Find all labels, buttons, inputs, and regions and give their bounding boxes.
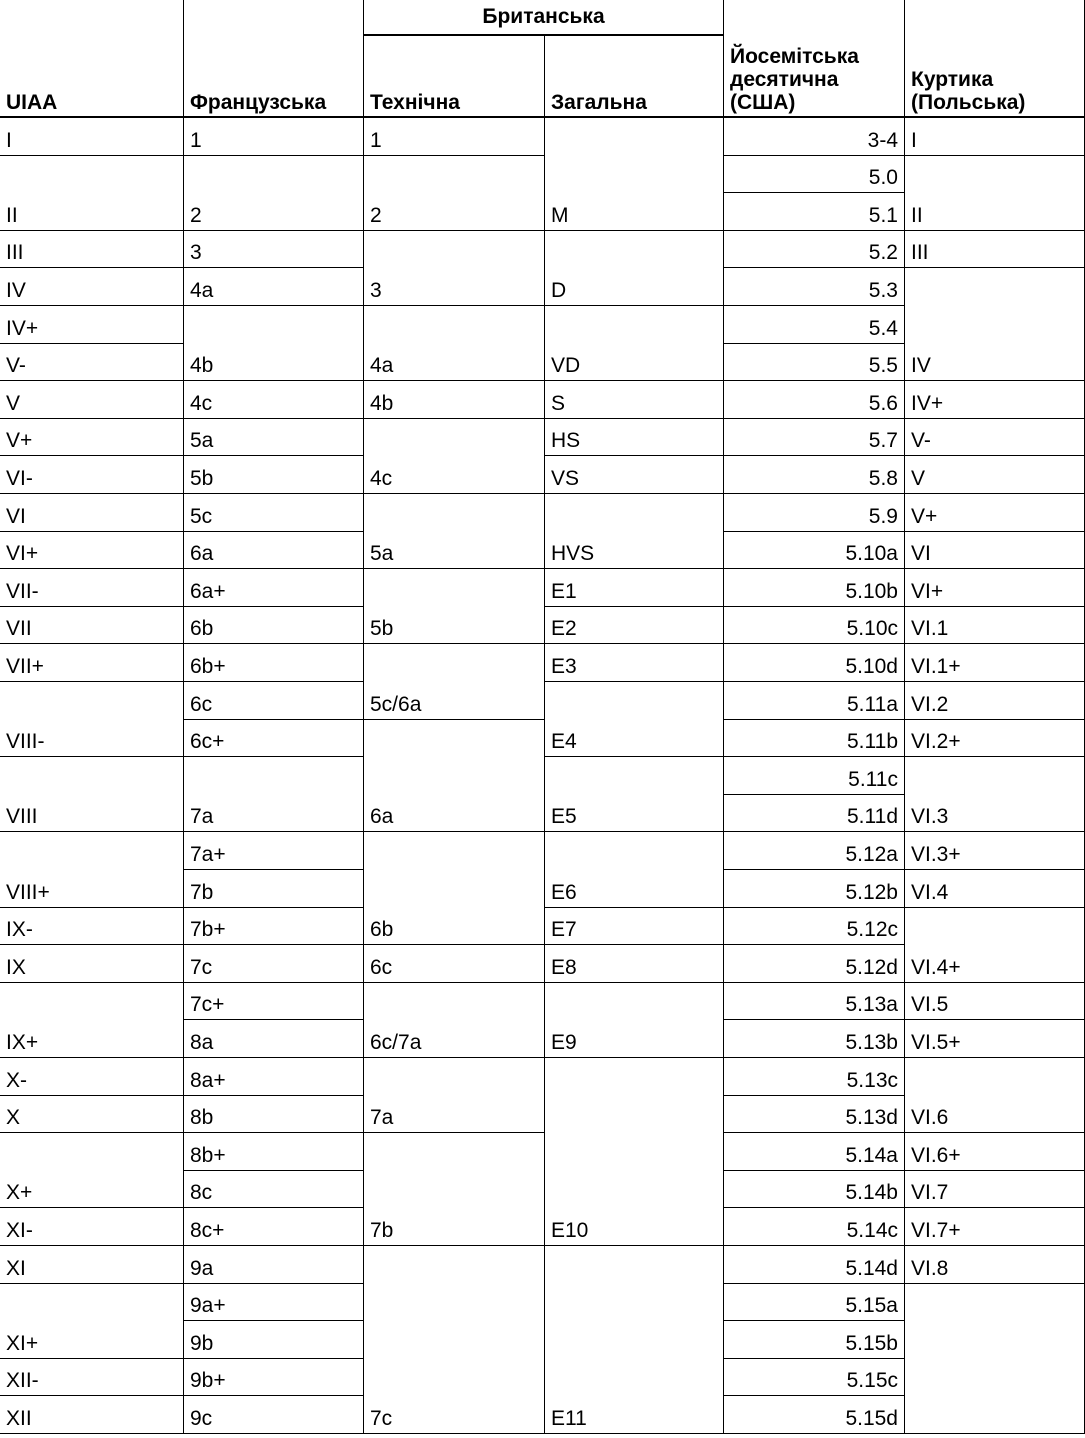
- french-cell: 3: [184, 231, 364, 268]
- british-general-cell: VD: [545, 306, 724, 381]
- kurtyka-cell: VI.3+: [905, 832, 1085, 870]
- yosemite-decimal-cell: 5.11d: [724, 795, 905, 832]
- french-cell: 8c: [184, 1171, 364, 1208]
- yosemite-decimal-cell: 5.4: [724, 306, 905, 344]
- french-cell: 7c: [184, 945, 364, 983]
- british-general-cell: E10: [545, 1058, 724, 1246]
- french-cell: 2: [184, 156, 364, 231]
- french-cell: 5c: [184, 494, 364, 532]
- kurtyka-cell: VI.2: [905, 682, 1085, 720]
- british-general-cell: E5: [545, 757, 724, 832]
- french-cell: 6a+: [184, 569, 364, 607]
- yosemite-decimal-cell: 5.12c: [724, 908, 905, 945]
- uiaa-cell: X-: [0, 1058, 184, 1096]
- french-cell: 6c: [184, 682, 364, 720]
- british-technical-cell: 7a: [364, 1058, 545, 1133]
- french-cell: 5b: [184, 456, 364, 494]
- british-general-cell: E1: [545, 569, 724, 607]
- british-technical-cell: 5a: [364, 494, 545, 569]
- yosemite-decimal-cell: 5.10a: [724, 532, 905, 569]
- kurtyka-cell: VI.3: [905, 757, 1085, 832]
- british-general-cell: E2: [545, 607, 724, 644]
- uiaa-cell: XI+: [0, 1284, 184, 1359]
- british-technical-cell: 6c/7a: [364, 983, 545, 1058]
- uiaa-cell: II: [0, 156, 184, 231]
- yosemite-decimal-cell: 5.12d: [724, 945, 905, 983]
- kurtyka-cell: III: [905, 231, 1085, 268]
- header-british-general: Загальна: [545, 36, 724, 118]
- kurtyka-cell: I: [905, 118, 1085, 156]
- british-general-cell: E6: [545, 832, 724, 908]
- yosemite-decimal-cell: 5.0: [724, 156, 905, 193]
- yosemite-decimal-cell: 5.13c: [724, 1058, 905, 1096]
- yosemite-decimal-cell: 5.7: [724, 419, 905, 456]
- uiaa-cell: XI-: [0, 1208, 184, 1246]
- british-technical-cell: 7b: [364, 1133, 545, 1246]
- british-technical-cell: 5c/6a: [364, 644, 545, 720]
- french-cell: 8c+: [184, 1208, 364, 1246]
- british-technical-cell: 4c: [364, 419, 545, 494]
- french-cell: 6b+: [184, 644, 364, 682]
- british-general-cell: E7: [545, 908, 724, 945]
- yosemite-decimal-cell: 5.11b: [724, 720, 905, 757]
- british-general-cell: S: [545, 381, 724, 419]
- uiaa-cell: VII: [0, 607, 184, 644]
- french-cell: 9c: [184, 1396, 364, 1434]
- header-yosemite-decimal: Йосемітська десятична (США): [724, 0, 905, 118]
- kurtyka-cell: VI.2+: [905, 720, 1085, 757]
- yosemite-decimal-cell: 5.10d: [724, 644, 905, 682]
- yosemite-decimal-cell: 5.11a: [724, 682, 905, 720]
- british-technical-cell: 4a: [364, 306, 545, 381]
- yosemite-decimal-cell: 5.13a: [724, 983, 905, 1020]
- british-technical-cell: 6c: [364, 945, 545, 983]
- uiaa-cell: III: [0, 231, 184, 268]
- kurtyka-cell: VI: [905, 532, 1085, 569]
- uiaa-cell: IV+: [0, 306, 184, 344]
- uiaa-cell: IX: [0, 945, 184, 983]
- yosemite-decimal-cell: 5.15b: [724, 1321, 905, 1359]
- british-general-cell: E3: [545, 644, 724, 682]
- french-cell: 1: [184, 118, 364, 156]
- british-general-cell: E4: [545, 682, 724, 757]
- yosemite-decimal-cell: 5.10b: [724, 569, 905, 607]
- kurtyka-cell: V-: [905, 419, 1085, 456]
- french-cell: 7a+: [184, 832, 364, 870]
- french-cell: 9b: [184, 1321, 364, 1359]
- yosemite-decimal-cell: 5.3: [724, 268, 905, 306]
- yosemite-decimal-cell: 5.11c: [724, 757, 905, 795]
- yosemite-decimal-cell: 5.12a: [724, 832, 905, 870]
- british-technical-cell: 5b: [364, 569, 545, 644]
- header-british-group: Британська: [364, 0, 724, 36]
- uiaa-cell: IX-: [0, 908, 184, 945]
- french-cell: 6b: [184, 607, 364, 644]
- french-cell: 9b+: [184, 1359, 364, 1396]
- kurtyka-cell: VI.4+: [905, 908, 1085, 983]
- kurtyka-cell: VI.1: [905, 607, 1085, 644]
- uiaa-cell: IX+: [0, 983, 184, 1058]
- yosemite-decimal-cell: 5.15d: [724, 1396, 905, 1434]
- british-technical-cell: 6b: [364, 832, 545, 945]
- french-cell: 4b: [184, 306, 364, 381]
- yosemite-decimal-cell: 5.14b: [724, 1171, 905, 1208]
- british-technical-cell: 7c: [364, 1246, 545, 1434]
- yosemite-decimal-cell: 5.8: [724, 456, 905, 494]
- yosemite-decimal-cell: 5.14d: [724, 1246, 905, 1284]
- kurtyka-cell: IV+: [905, 381, 1085, 419]
- uiaa-cell: VI+: [0, 532, 184, 569]
- yosemite-decimal-cell: 3-4: [724, 118, 905, 156]
- kurtyka-cell: [905, 1284, 1085, 1434]
- uiaa-cell: XII: [0, 1396, 184, 1434]
- french-cell: 9a: [184, 1246, 364, 1284]
- yosemite-decimal-cell: 5.13b: [724, 1020, 905, 1058]
- header-uiaa: UIAA: [0, 0, 184, 118]
- kurtyka-cell: VI.6: [905, 1058, 1085, 1133]
- uiaa-cell: V: [0, 381, 184, 419]
- uiaa-cell: V-: [0, 344, 184, 381]
- uiaa-cell: VIII+: [0, 832, 184, 908]
- british-technical-cell: 4b: [364, 381, 545, 419]
- french-cell: 7c+: [184, 983, 364, 1020]
- french-cell: 6a: [184, 532, 364, 569]
- british-general-cell: E11: [545, 1246, 724, 1434]
- uiaa-cell: X: [0, 1096, 184, 1133]
- british-general-cell: E9: [545, 983, 724, 1058]
- uiaa-cell: VI-: [0, 456, 184, 494]
- kurtyka-cell: VI.6+: [905, 1133, 1085, 1171]
- british-technical-cell: 1: [364, 118, 545, 156]
- yosemite-decimal-cell: 5.12b: [724, 870, 905, 908]
- kurtyka-cell: V+: [905, 494, 1085, 532]
- french-cell: 8a+: [184, 1058, 364, 1096]
- french-cell: 7b: [184, 870, 364, 908]
- header-french: Французська: [184, 0, 364, 118]
- uiaa-cell: VI: [0, 494, 184, 532]
- uiaa-cell: I: [0, 118, 184, 156]
- yosemite-decimal-cell: 5.5: [724, 344, 905, 381]
- british-general-cell: HS: [545, 419, 724, 456]
- kurtyka-cell: IV: [905, 268, 1085, 381]
- uiaa-cell: IV: [0, 268, 184, 306]
- french-cell: 4c: [184, 381, 364, 419]
- yosemite-decimal-cell: 5.13d: [724, 1096, 905, 1133]
- kurtyka-cell: VI.8: [905, 1246, 1085, 1284]
- french-cell: 9a+: [184, 1284, 364, 1321]
- british-general-cell: HVS: [545, 494, 724, 569]
- kurtyka-cell: VI.5: [905, 983, 1085, 1020]
- uiaa-cell: VII-: [0, 569, 184, 607]
- british-technical-cell: 3: [364, 231, 545, 306]
- yosemite-decimal-cell: 5.6: [724, 381, 905, 419]
- french-cell: 8b+: [184, 1133, 364, 1171]
- french-cell: 6c+: [184, 720, 364, 757]
- yosemite-decimal-cell: 5.9: [724, 494, 905, 532]
- british-general-cell: E8: [545, 945, 724, 983]
- yosemite-decimal-cell: 5.14c: [724, 1208, 905, 1246]
- kurtyka-cell: VI.7: [905, 1171, 1085, 1208]
- british-technical-cell: 2: [364, 156, 545, 231]
- kurtyka-cell: VI.5+: [905, 1020, 1085, 1058]
- uiaa-cell: VIII: [0, 757, 184, 832]
- yosemite-decimal-cell: 5.15a: [724, 1284, 905, 1321]
- french-cell: 5a: [184, 419, 364, 456]
- header-british-technical: Технічна: [364, 36, 545, 118]
- french-cell: 7a: [184, 757, 364, 832]
- kurtyka-cell: VI.7+: [905, 1208, 1085, 1246]
- uiaa-cell: XI: [0, 1246, 184, 1284]
- uiaa-cell: X+: [0, 1133, 184, 1208]
- uiaa-cell: VII+: [0, 644, 184, 682]
- kurtyka-cell: VI+: [905, 569, 1085, 607]
- header-kurtyka: Куртика (Польська): [905, 0, 1085, 118]
- yosemite-decimal-cell: 5.14a: [724, 1133, 905, 1171]
- british-general-cell: VS: [545, 456, 724, 494]
- kurtyka-cell: V: [905, 456, 1085, 494]
- french-cell: 8a: [184, 1020, 364, 1058]
- uiaa-cell: VIII-: [0, 682, 184, 757]
- yosemite-decimal-cell: 5.2: [724, 231, 905, 268]
- british-general-cell: M: [545, 118, 724, 231]
- uiaa-cell: XII-: [0, 1359, 184, 1396]
- british-technical-cell: 6a: [364, 720, 545, 832]
- yosemite-decimal-cell: 5.1: [724, 193, 905, 231]
- kurtyka-cell: II: [905, 156, 1085, 231]
- uiaa-cell: V+: [0, 419, 184, 456]
- french-cell: 7b+: [184, 908, 364, 945]
- yosemite-decimal-cell: 5.10c: [724, 607, 905, 644]
- kurtyka-cell: VI.1+: [905, 644, 1085, 682]
- british-general-cell: D: [545, 231, 724, 306]
- kurtyka-cell: VI.4: [905, 870, 1085, 908]
- yosemite-decimal-cell: 5.15c: [724, 1359, 905, 1396]
- french-cell: 4a: [184, 268, 364, 306]
- french-cell: 8b: [184, 1096, 364, 1133]
